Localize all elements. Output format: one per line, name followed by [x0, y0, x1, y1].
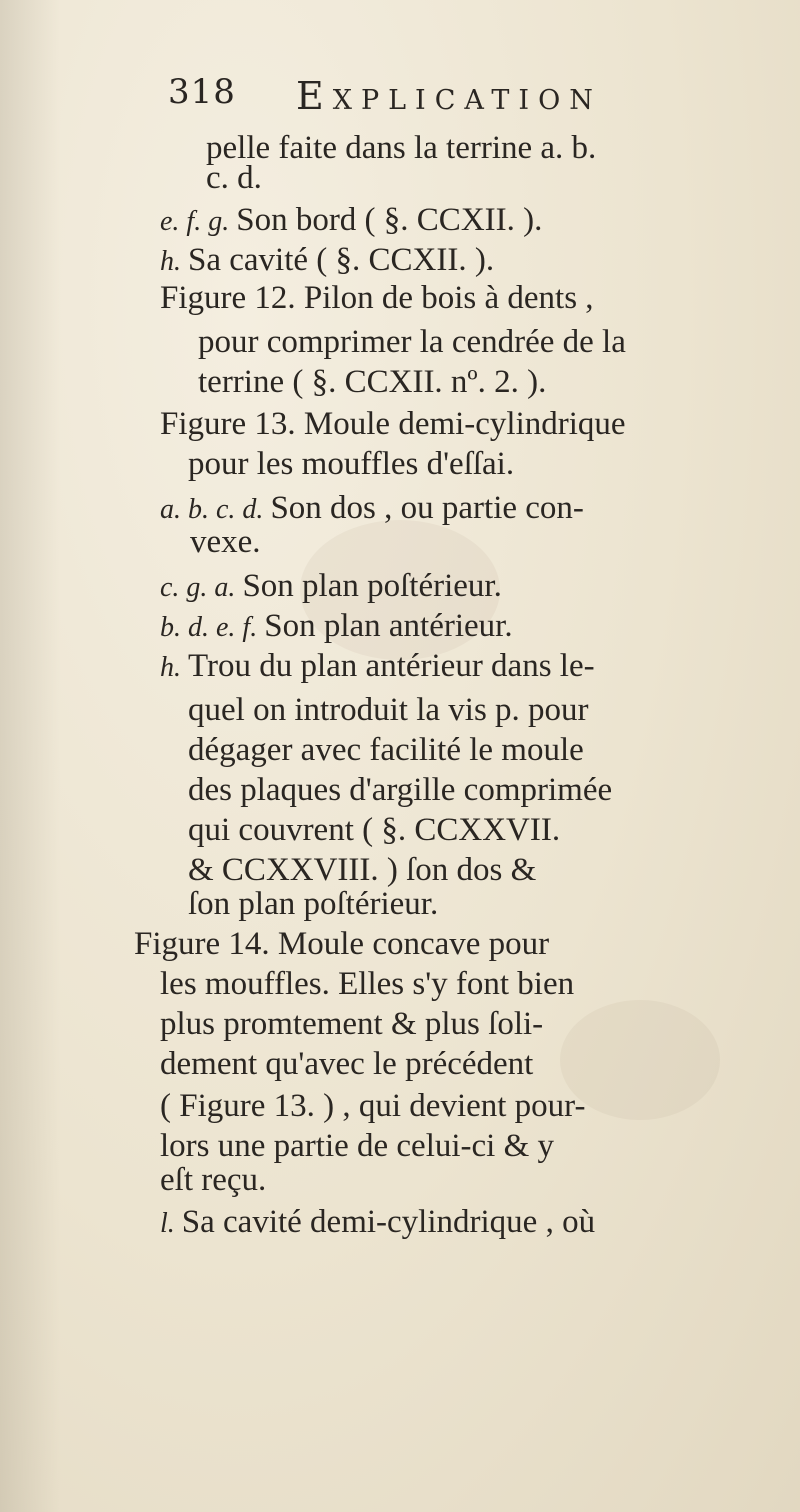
text-line-content: c. d.: [206, 160, 262, 196]
text-line: [160, 566, 502, 608]
text-line-content: lors une partie de celui-ci & y: [160, 1128, 555, 1164]
text-line: [188, 730, 584, 770]
text-line: [134, 924, 549, 964]
text-line: [188, 444, 514, 484]
text-line-content: Son bord ( §. CCXII. ).: [236, 202, 543, 238]
text-line: [160, 278, 594, 318]
figure-reference-label: c. g. a.: [160, 572, 243, 603]
text-line-content: ſon plan poſtérieur.: [188, 886, 439, 922]
text-line-content: Trou du plan antérieur dans le-: [188, 648, 595, 684]
text-line-content: plus promtement & plus ſoli-: [160, 1006, 544, 1042]
text-line-content: Figure 13. Moule demi-cylindrique: [160, 406, 626, 442]
text-line: [160, 1004, 543, 1044]
text-line: [198, 362, 546, 402]
text-line-content: terrine ( §. CCXII. nº. 2. ).: [198, 364, 547, 400]
text-line: [206, 128, 596, 168]
text-line-content: qui couvrent ( §. CCXXVII.: [188, 812, 561, 848]
text-line-content: vexe.: [190, 524, 261, 560]
page-number: 318: [168, 72, 236, 112]
text-line-content: eſt reçu.: [160, 1162, 267, 1198]
text-line-content: pelle faite dans la terrine a. b.: [206, 130, 597, 166]
text-line: [188, 770, 612, 810]
figure-reference-label: h.: [160, 246, 188, 277]
text-line: [160, 964, 574, 1004]
text-line: [160, 1160, 266, 1200]
text-line: [198, 322, 626, 362]
text-line: [160, 1044, 533, 1084]
text-line-content: Son dos , ou partie con-: [270, 490, 584, 526]
text-line-content: dégager avec facilité le moule: [188, 732, 584, 768]
text-line-content: pour comprimer la cendrée de la: [198, 324, 626, 360]
text-line-content: des plaques d'argille comprimée: [188, 772, 613, 808]
figure-reference-label: e. f. g.: [160, 206, 237, 237]
text-line-content: Son plan poſtérieur.: [242, 568, 502, 604]
figure-reference-label: b. d. e. f.: [160, 612, 265, 643]
text-line-content: Sa cavité ( §. CCXII. ).: [188, 242, 495, 278]
page-gutter-shadow: [0, 0, 60, 1512]
figure-reference-label: h.: [160, 652, 188, 683]
text-line-content: Figure 14. Moule concave pour: [134, 926, 550, 962]
text-line: [160, 646, 595, 688]
text-line-content: les mouffles. Elles s'y font bien: [160, 966, 575, 1002]
text-line-content: quel on introduit la vis p. pour: [188, 692, 589, 728]
text-line-content: ( Figure 13. ) , qui devient pour-: [160, 1088, 586, 1124]
text-line: [160, 1202, 595, 1244]
text-line: [160, 200, 542, 242]
text-line: [160, 404, 626, 444]
text-line-content: pour les mouffles d'eſſai.: [188, 446, 515, 482]
text-line: [206, 158, 262, 198]
running-head: Explication: [296, 74, 602, 118]
text-line: [190, 522, 261, 562]
text-line: [188, 884, 438, 924]
text-line-content: Son plan antérieur.: [264, 608, 513, 644]
text-line-content: Sa cavité demi-cylindrique , où: [181, 1204, 596, 1240]
text-line: [188, 690, 589, 730]
text-line: [160, 240, 494, 282]
text-line: [160, 1086, 586, 1126]
text-line-content: Figure 12. Pilon de bois à dents ,: [160, 280, 594, 316]
text-line: [160, 606, 513, 648]
text-line-content: dement qu'avec le précédent: [160, 1046, 534, 1082]
figure-reference-label: l.: [160, 1208, 182, 1239]
text-line-content: & CCXXVIII. ) ſon dos &: [188, 852, 537, 888]
text-line: [188, 810, 560, 850]
page-header: [168, 70, 768, 130]
figure-reference-label: a. b. c. d.: [160, 494, 271, 525]
